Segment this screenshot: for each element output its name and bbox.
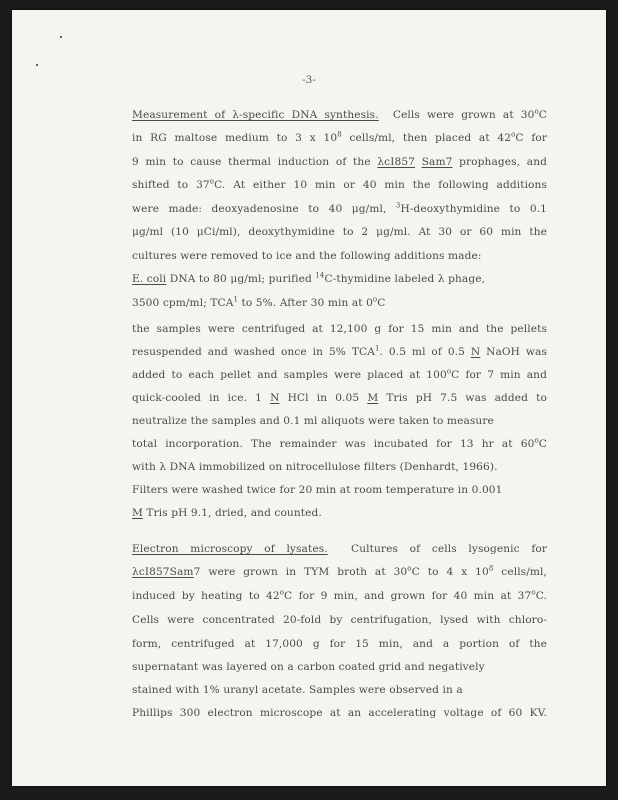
section1-line: resuspended and washed once in 5% TCA$^1$. 0.5 ml of 0.5 N NaOH was [132,344,548,358]
section2-line: Electron microscopy of lysates. Cultures of cells lysogenic for [132,543,547,555]
section2-heading: Electron microscopy of lysates. [132,543,328,555]
section2-line: Phillips 300 electron microscope at an accelerating voltage of 60 KV. [132,707,547,719]
page-number: -3- [302,74,316,86]
section1-line: Filters were washed twice for 20 min at room temperature in 0.001 [132,484,503,496]
section2-line: form, centrifuged at 17,000 g for 15 min, and a portion of the [132,638,547,650]
section1-line: 3500 cpm/ml; TCA$^1$ to 5%. After 30 min at 0$^o$C [132,295,386,309]
section1-line: quick-cooled in ice. 1 N HCl in 0.05 M Tris pH 7.5 was added to [132,392,547,404]
section1-line: E. coli DNA to 80 μg/ml; purified $^{14}$C-thymidine labeled λ phage, [132,271,486,285]
section1-line: added to each pellet and samples were placed at 100$^o$C for 7 min and [132,367,547,381]
section1-line: neutralize the samples and 0.1 ml aliquots were taken to measure [132,415,494,427]
section1-line: shifted to 37$^o$C. At either 10 min or 40 min the following additions [132,177,547,191]
section1-heading: Measurement of λ-specific DNA synthesis. [132,109,379,121]
section2-line: λcI857Sam7 were grown in TYM broth at 30$^o$C to 4 x $10^8$ cells/ml, [132,564,547,578]
section1-line: cultures were removed to ice and the following additions made: [132,250,482,262]
section1-line: Measurement of λ-specific DNA synthesis. Cells were grown at 30$^o$C [132,107,547,121]
speck [36,64,38,66]
section2-line: supernatant was layered on a carbon coated grid and negatively [132,661,485,673]
section1-line: with λ DNA immobilized on nitrocellulose filters (Denhardt, 1966). [132,461,498,473]
section1-line: total incorporation. The remainder was incubated for 13 hr at 60$^o$C [132,436,547,450]
speck [60,36,62,38]
section1-line: in RG maltose medium to 3 x $10^8$ cells/ml, then placed at 42$^o$C for [132,130,547,144]
section1-line: 9 min to cause thermal induction of the λcI857 Sam7 prophages, and [132,156,548,168]
section2-line: Cells were concentrated 20-fold by centrifugation, lysed with chloro- [132,614,547,626]
section1-line: were made: deoxyadenosine to 40 μg/ml, $^3$H-deoxythymidine to 0.1 [132,201,548,215]
section1-line: M Tris pH 9.1, dried, and counted. [132,507,322,519]
section2-line: induced by heating to 42$^o$C for 9 min, and grown for 40 min at 37$^o$C. [132,588,547,602]
section1-line: μg/ml (10 μCi/ml), deoxythymidine to 2 μg/ml. At 30 or 60 min the [132,226,547,238]
section1-line: the samples were centrifuged at 12,100 g for 15 min and the pellets [132,323,547,335]
document-page [12,10,606,786]
section2-line: stained with 1% uranyl acetate. Samples were observed in a [132,684,463,696]
